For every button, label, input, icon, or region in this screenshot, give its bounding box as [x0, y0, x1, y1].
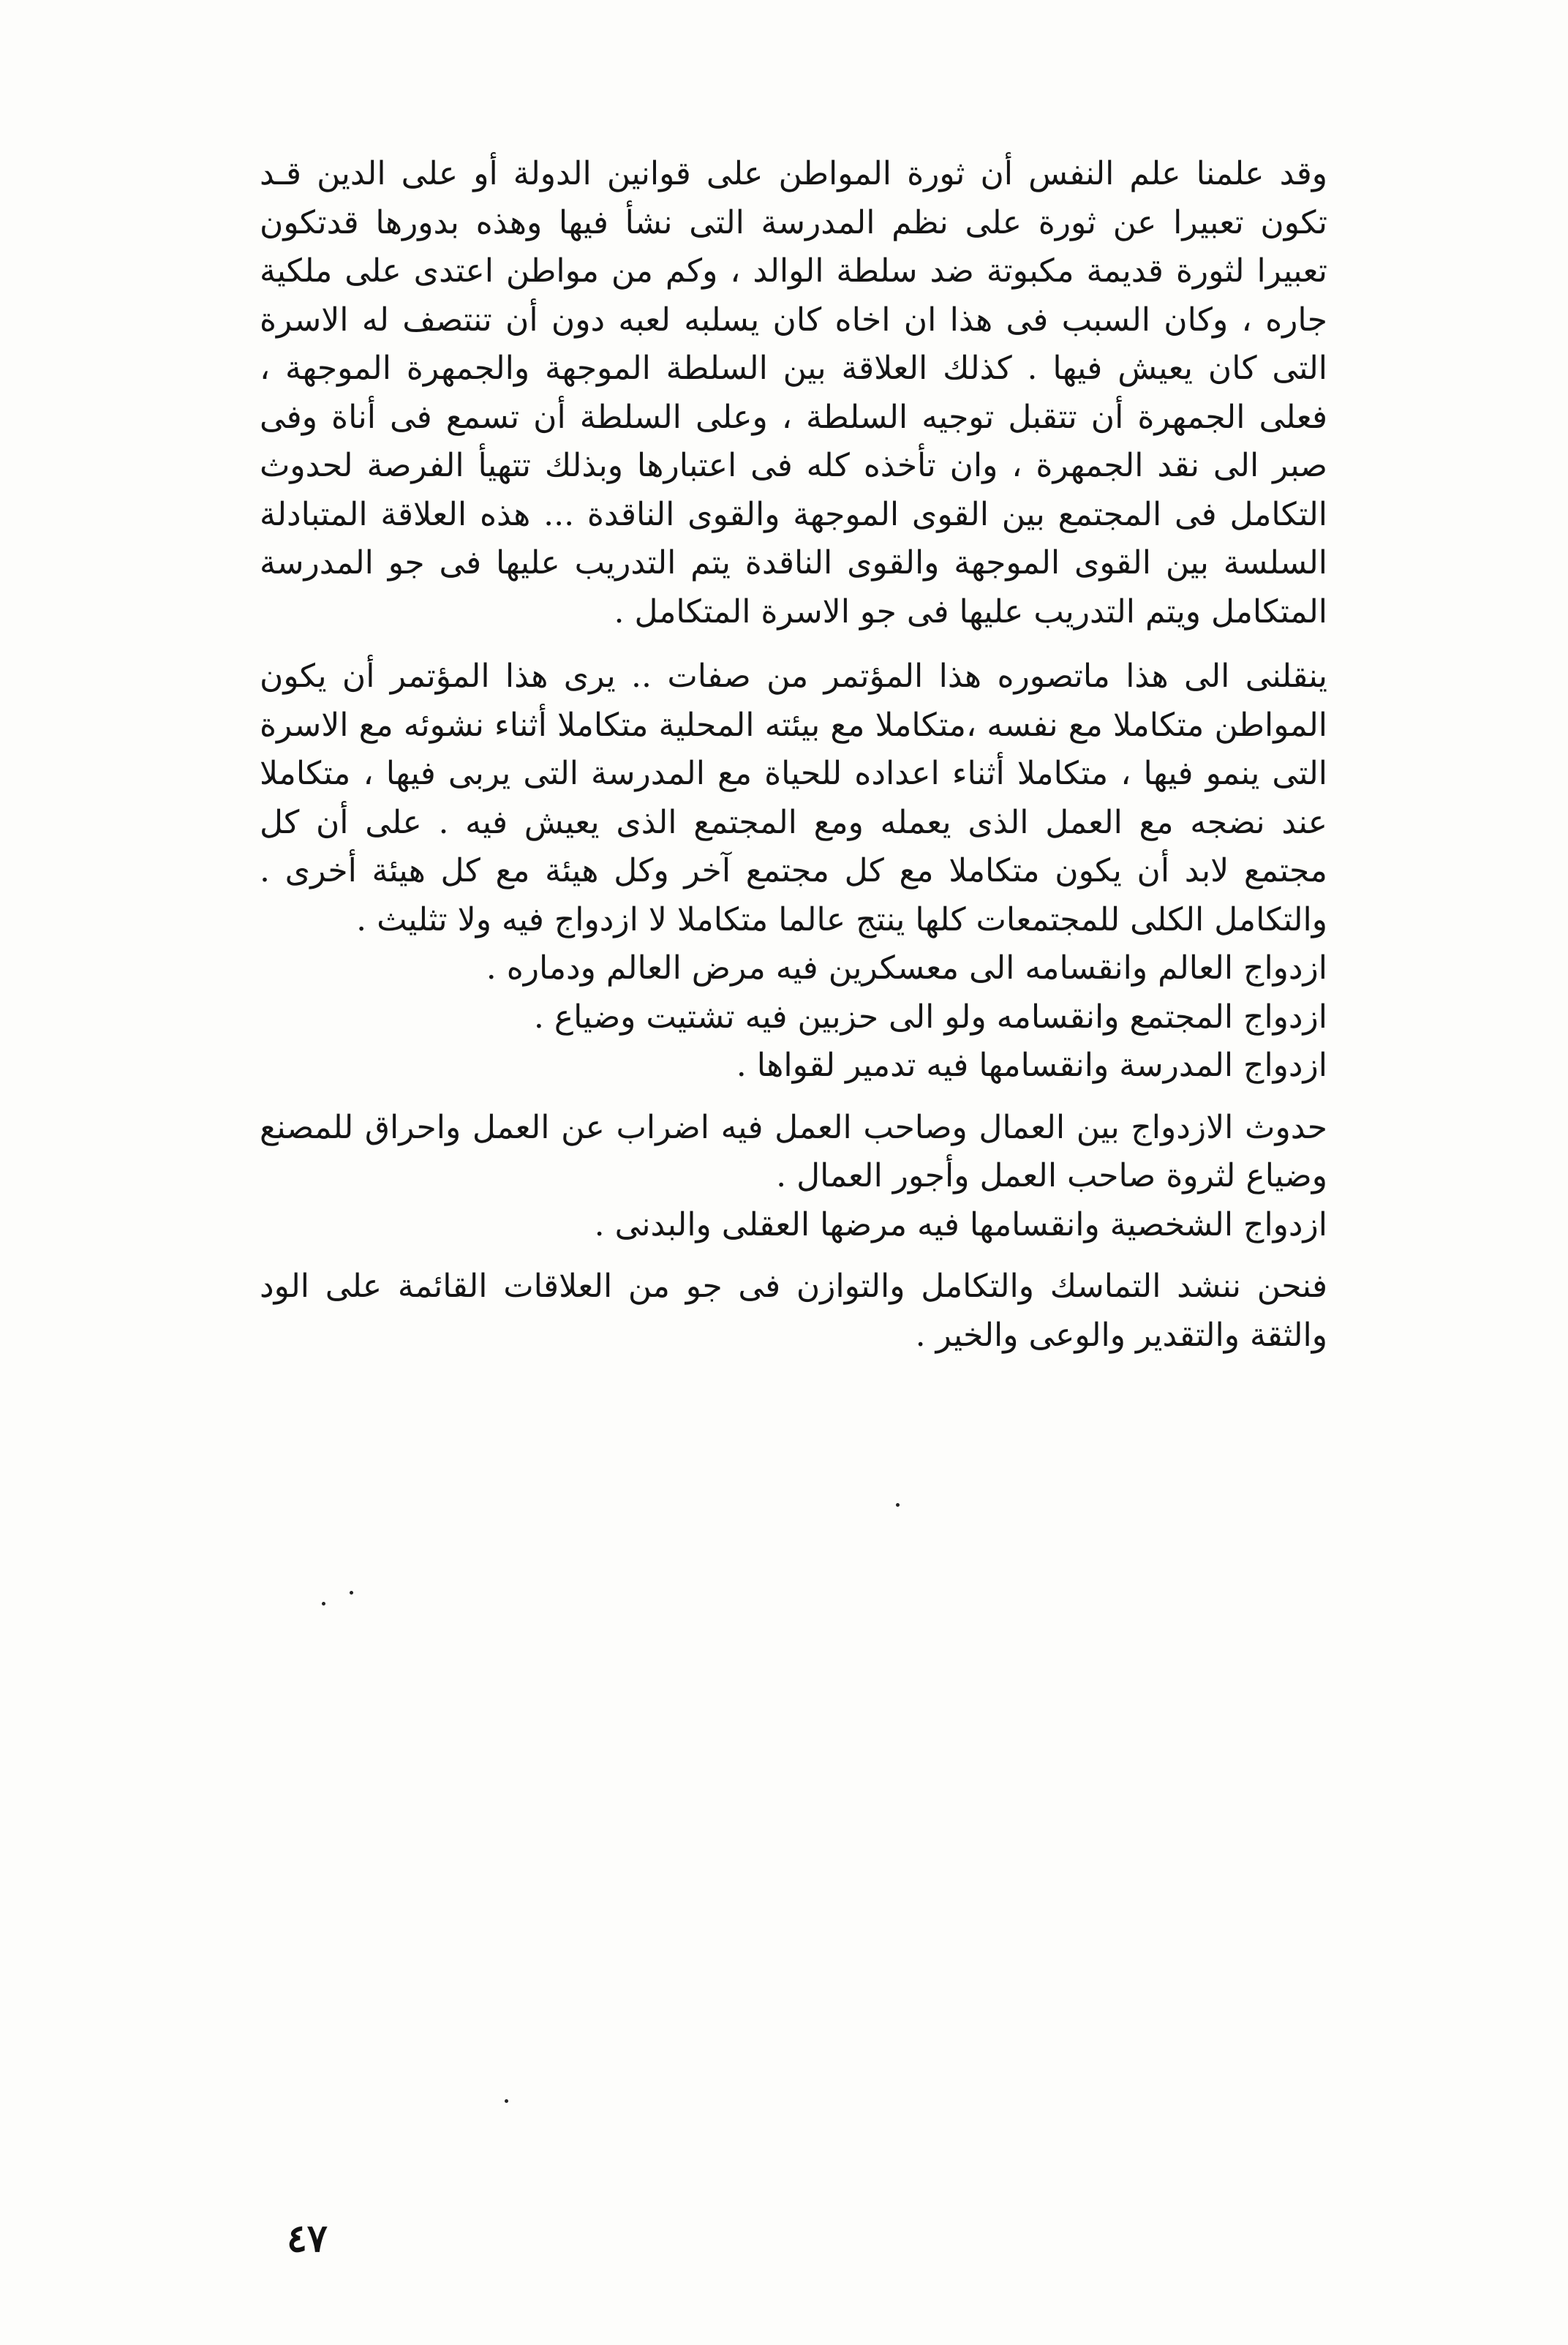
scan-speck	[505, 2099, 508, 2103]
paragraph-workers: حدوث الازدواج بين العمال وصاحب العمل فيه اضراب عن العمل واحراق للمصنع وضياع لثروة صاحب العمل وأجور العمال .	[260, 1108, 1327, 1194]
scan-speck	[322, 1602, 325, 1606]
paragraph-conclusion: فنحن ننشد التماسك والتكامل والتوازن فى جو من العلاقات القائمة على الود والثقة والتقدير والوعى والخير .	[260, 1268, 1327, 1354]
paragraph-conference: ينقلنى الى هذا ماتصوره هذا المؤتمر من صفات .. يرى هذا المؤتمر أن يكون المواطن متكاملا مع نفسه ،متكاملا مع بيئته المحلية متكاملا أثناء نشوئه مع الاسرة التى ينمو فيها ، متكاملا أثناء اعداده للحياة مع المدرسة التى يربى فيها ، متكاملا عند نضجه مع العمل الذى يعمله ومع المجتمع الذى يعيش فيه . على أن كل مجتمع لابد أن يكون متكاملا مع كل مجتمع آخر وكل هيئة مع كل هيئة أخرى . والتكامل الكلى للمجتمعات كلها ينتج عالما متكاملا لا ازدواج فيه ولا تثليث .	[260, 658, 1327, 938]
list-item-personality: ازدواج الشخصية وانقسامها فيه مرضها العقلى والبدنى .	[594, 1205, 1327, 1243]
list-item-world: ازدواج العالم وانقسامه الى معسكرين فيه مرض العالم ودماره .	[486, 949, 1327, 987]
list-item-school: ازدواج المدرسة وانقسامها فيه تدمير لقواها .	[736, 1047, 1327, 1084]
scan-speck	[896, 1503, 900, 1507]
paragraph-psychology: وقد علمنا علم النفس أن ثورة المواطن على قوانين الدولة أو على الدين قـد تكون تعبيرا عن ثورة على نظم المدرسة التى نشأ فيها وهذه بدورها قدتكون تعبيرا لثورة قديمة مكبوتة ضد سلطة الوالد ، وكم من مواطن اعتدى على ملكية جاره ، وكان السبب فى هذا ان اخاه كان يسلبه لعبه دون أن تنتصف له الاسرة التى كان يعيش فيها . كذلك العلاقة بين السلطة الموجهة والجمهرة الموجهة ، فعلى الجمهرة أن تتقبل توجيه السلطة ، وعلى السلطة أن تسمع فى أناة وفى صبر الى نقد الجمهرة ، وان تأخذه كله فى اعتبارها وبذلك تتهيأ الفرصة لحدوث التكامل فى المجتمع بين القوى الموجهة والقوى الناقدة ... هذه العلاقة المتبادلة السلسة بين القوى الموجهة والقوى الناقدة يتم التدريب عليها فى جو المدرسة المتكامل ويتم التدريب عليها فى جو الاسرة المتكامل .	[260, 155, 1327, 631]
scan-speck	[350, 1591, 353, 1595]
body-text	[260, 150, 1327, 1360]
list-item-society: ازدواج المجتمع وانقسامه ولو الى حزبين فيه تشتيت وضياع .	[533, 998, 1327, 1036]
page-number: ٤٧	[287, 2216, 328, 2261]
